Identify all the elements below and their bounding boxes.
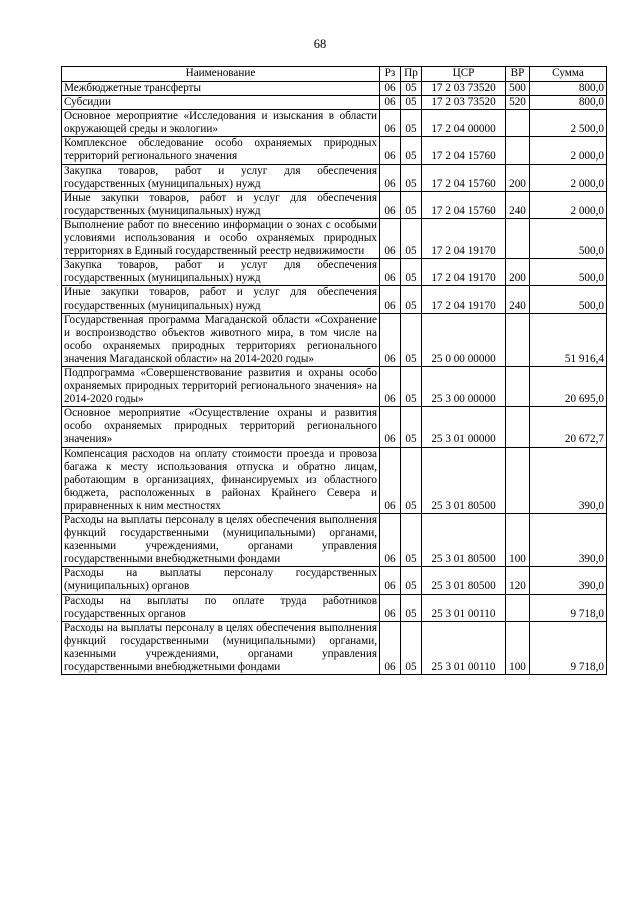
cell-vr (506, 137, 530, 164)
cell-pr: 05 (401, 286, 422, 313)
table-row (62, 137, 607, 164)
cell-name: Комплексное обследование особо охраняемых природных территорий регионального значения (62, 137, 380, 164)
cell-name: Выполнение работ по внесению информации о зонах с особыми условиями использования и особо охраняемых природных территориях в Единый государственный реестр недвижимости (62, 218, 380, 258)
cell-sum: 800,0 (530, 82, 607, 96)
cell-pr: 05 (401, 137, 422, 164)
cell-csr: 17 2 04 19170 (422, 259, 506, 286)
table-row (62, 259, 607, 286)
cell-pr: 05 (401, 594, 422, 621)
cell-csr: 17 2 04 15760 (422, 137, 506, 164)
cell-csr: 25 3 01 00110 (422, 621, 506, 674)
cell-csr: 25 3 00 00000 (422, 366, 506, 406)
cell-rz: 06 (380, 286, 401, 313)
cell-rz: 06 (380, 567, 401, 594)
cell-pr: 05 (401, 313, 422, 366)
cell-sum: 500,0 (530, 259, 607, 286)
header-csr: ЦСР (422, 67, 506, 82)
cell-pr: 05 (401, 218, 422, 258)
table-row (62, 621, 607, 674)
cell-name: Закупка товаров, работ и услуг для обеспечения государственных (муниципальных) нужд (62, 259, 380, 286)
cell-pr: 05 (401, 191, 422, 218)
cell-vr: 100 (506, 514, 530, 567)
cell-rz: 06 (380, 218, 401, 258)
table-row (62, 218, 607, 258)
cell-csr: 17 2 04 19170 (422, 218, 506, 258)
table-row (62, 594, 607, 621)
table-row (62, 191, 607, 218)
cell-pr: 05 (401, 447, 422, 513)
cell-csr: 17 2 04 00000 (422, 110, 506, 137)
cell-rz: 06 (380, 621, 401, 674)
cell-csr: 25 3 01 80500 (422, 447, 506, 513)
header-pr: Пр (401, 67, 422, 82)
cell-vr (506, 407, 530, 447)
budget-table (61, 66, 607, 675)
cell-sum: 390,0 (530, 514, 607, 567)
cell-vr: 200 (506, 259, 530, 286)
cell-csr: 25 3 01 00000 (422, 407, 506, 447)
cell-pr: 05 (401, 110, 422, 137)
table-row (62, 366, 607, 406)
cell-sum: 20 695,0 (530, 366, 607, 406)
cell-pr: 05 (401, 96, 422, 110)
cell-rz: 06 (380, 514, 401, 567)
cell-csr: 25 3 01 80500 (422, 514, 506, 567)
cell-sum: 2 500,0 (530, 110, 607, 137)
cell-sum: 500,0 (530, 286, 607, 313)
cell-rz: 06 (380, 137, 401, 164)
cell-rz: 06 (380, 366, 401, 406)
cell-name: Расходы на выплаты персоналу государственных (муниципальных) органов (62, 567, 380, 594)
cell-name: Закупка товаров, работ и услуг для обеспечения государственных (муниципальных) нужд (62, 164, 380, 191)
cell-rz: 06 (380, 407, 401, 447)
cell-name: Основное мероприятие «Исследования и изыскания в области окружающей среды и экологии» (62, 110, 380, 137)
cell-csr: 17 2 04 15760 (422, 164, 506, 191)
page-number: 68 (313, 37, 327, 51)
cell-csr: 17 2 04 19170 (422, 286, 506, 313)
cell-name: Компенсация расходов на оплату стоимости проезда и провоза багажа к месту использования отпуска и обратно лицам, работающим в организациях, финансируемых из областного бюджета, расположенных в районах Крайнего Севера и приравненных к ним местностях (62, 447, 380, 513)
table-row (62, 514, 607, 567)
cell-csr: 25 3 01 00110 (422, 594, 506, 621)
cell-name: Межбюджетные трансферты (62, 82, 380, 96)
cell-sum: 9 718,0 (530, 594, 607, 621)
cell-name: Расходы на выплаты по оплате труда работников государственных органов (62, 594, 380, 621)
cell-rz: 06 (380, 82, 401, 96)
cell-sum: 800,0 (530, 96, 607, 110)
cell-sum: 20 672,7 (530, 407, 607, 447)
cell-csr: 17 2 03 73520 (422, 96, 506, 110)
cell-sum: 390,0 (530, 447, 607, 513)
cell-rz: 06 (380, 594, 401, 621)
cell-sum: 9 718,0 (530, 621, 607, 674)
cell-sum: 2 000,0 (530, 164, 607, 191)
cell-pr: 05 (401, 164, 422, 191)
cell-pr: 05 (401, 567, 422, 594)
cell-csr: 17 2 03 73520 (422, 82, 506, 96)
cell-csr: 25 0 00 00000 (422, 313, 506, 366)
cell-vr (506, 313, 530, 366)
cell-sum: 390,0 (530, 567, 607, 594)
cell-vr (506, 218, 530, 258)
cell-vr: 120 (506, 567, 530, 594)
cell-name: Государственная программа Магаданской области «Сохранение и воспроизводство объектов животного мира, в том числе на особо охраняемых природных территориях регионального значения Магаданской области» на 2014-2020 годы» (62, 313, 380, 366)
table-row (62, 96, 607, 110)
cell-vr (506, 110, 530, 137)
table-row (62, 286, 607, 313)
cell-vr: 100 (506, 621, 530, 674)
cell-name: Субсидии (62, 96, 380, 110)
cell-vr (506, 594, 530, 621)
cell-pr: 05 (401, 514, 422, 567)
cell-rz: 06 (380, 259, 401, 286)
cell-rz: 06 (380, 313, 401, 366)
table-row (62, 164, 607, 191)
cell-vr: 500 (506, 82, 530, 96)
cell-csr: 25 3 01 80500 (422, 567, 506, 594)
cell-pr: 05 (401, 407, 422, 447)
cell-name: Расходы на выплаты персоналу в целях обеспечения выполнения функций государственными (муниципальными) органами, казенными учреждениями, органами управления государственными внебюджетными фондами (62, 621, 380, 674)
cell-name: Основное мероприятие «Осуществление охраны и развития особо охраняемых природных территорий регионального значения» (62, 407, 380, 447)
cell-pr: 05 (401, 259, 422, 286)
cell-vr: 200 (506, 164, 530, 191)
cell-pr: 05 (401, 621, 422, 674)
cell-vr (506, 366, 530, 406)
table-row (62, 567, 607, 594)
table-body (62, 82, 607, 675)
cell-name: Подпрограмма «Совершенствование развития и охраны особо охраняемых природных территорий регионального значения» на 2014-2020 годы» (62, 366, 380, 406)
header-vr: ВР (506, 67, 530, 82)
cell-name: Иные закупки товаров, работ и услуг для обеспечения государственных (муниципальных) нужд (62, 191, 380, 218)
cell-vr: 520 (506, 96, 530, 110)
table-row (62, 313, 607, 366)
cell-vr (506, 447, 530, 513)
header-rz: Рз (380, 67, 401, 82)
cell-pr: 05 (401, 82, 422, 96)
table-row (62, 447, 607, 513)
table-row (62, 82, 607, 96)
table-row (62, 110, 607, 137)
header-sum: Сумма (530, 67, 607, 82)
cell-vr: 240 (506, 286, 530, 313)
cell-sum: 51 916,4 (530, 313, 607, 366)
table-header-row (62, 67, 607, 82)
cell-name: Иные закупки товаров, работ и услуг для обеспечения государственных (муниципальных) нужд (62, 286, 380, 313)
cell-rz: 06 (380, 96, 401, 110)
cell-sum: 2 000,0 (530, 191, 607, 218)
cell-rz: 06 (380, 110, 401, 137)
table-row (62, 407, 607, 447)
cell-rz: 06 (380, 447, 401, 513)
cell-vr: 240 (506, 191, 530, 218)
cell-pr: 05 (401, 366, 422, 406)
cell-rz: 06 (380, 164, 401, 191)
cell-csr: 17 2 04 15760 (422, 191, 506, 218)
header-name: Наименование (62, 67, 380, 82)
cell-sum: 500,0 (530, 218, 607, 258)
cell-name: Расходы на выплаты персоналу в целях обеспечения выполнения функций государственными (муниципальными) органами, казенными учреждениями, органами управления государственными внебюджетными фондами (62, 514, 380, 567)
cell-rz: 06 (380, 191, 401, 218)
cell-sum: 2 000,0 (530, 137, 607, 164)
